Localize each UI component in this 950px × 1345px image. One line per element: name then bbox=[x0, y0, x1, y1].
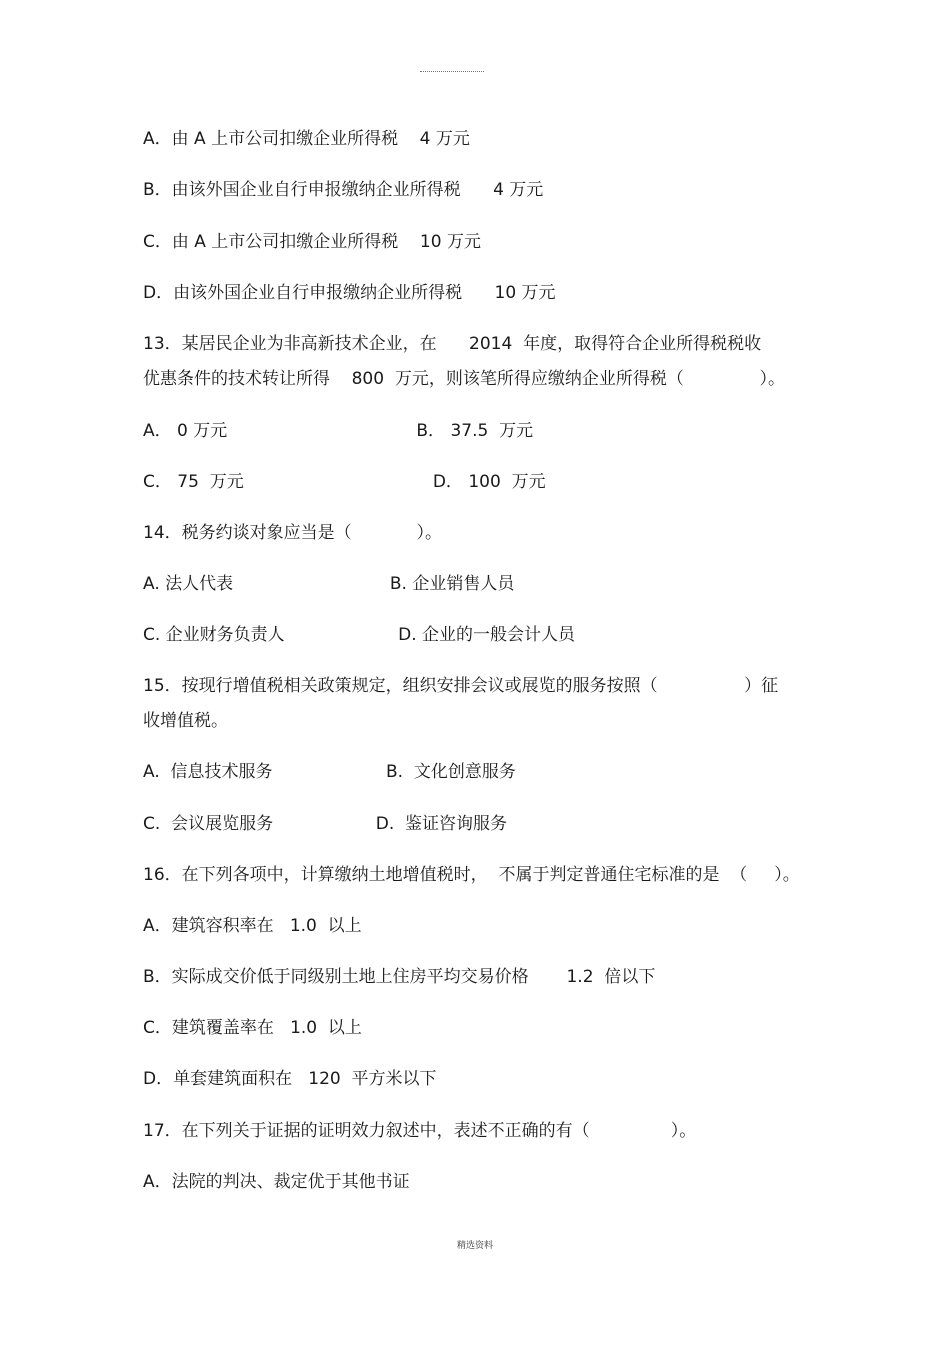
question-15-cont: 收增值税。 bbox=[143, 711, 228, 731]
question-15: 15．按现行增值税相关政策规定，组织安排会议或展览的服务按照（ ）征 bbox=[143, 676, 779, 696]
question-17: 17．在下列关于证据的证明效力叙述中，表述不正确的有（ ）。 bbox=[143, 1121, 697, 1141]
option-12d: D．由该外国企业自行申报缴纳企业所得税 10 万元 bbox=[143, 283, 556, 303]
options-13-cd: C． 75 万元 D． 100 万元 bbox=[143, 472, 546, 492]
page-footer: 精选资料 bbox=[456, 1241, 493, 1251]
option-12a: A．由 A 上市公司扣缴企业所得税 4 万元 bbox=[143, 129, 470, 149]
options-14-cd: C. 企业财务负责人 D. 企业的一般会计人员 bbox=[143, 625, 576, 645]
option-16c: C．建筑覆盖率在 1.0 以上 bbox=[143, 1018, 362, 1038]
question-16: 16．在下列各项中，计算缴纳土地增值税时， 不属于判定普通住宅标准的是 （ ）。 bbox=[143, 865, 800, 885]
option-16b: B．实际成交价低于同级别土地上住房平均交易价格 1.2 倍以下 bbox=[143, 967, 656, 987]
option-12c: C．由 A 上市公司扣缴企业所得税 10 万元 bbox=[143, 232, 481, 252]
question-13: 13．某居民企业为非高新技术企业，在 2014 年度，取得符合企业所得税税收 bbox=[143, 334, 762, 354]
options-15-ab: A. 信息技术服务 B. 文化创意服务 bbox=[143, 762, 516, 782]
option-16d: D．单套建筑面积在 120 平方米以下 bbox=[143, 1069, 437, 1089]
question-14: 14．税务约谈对象应当是（ ）。 bbox=[143, 523, 442, 543]
options-13-ab: A． 0 万元 B． 37.5 万元 bbox=[143, 421, 534, 441]
options-14-ab: A. 法人代表 B. 企业销售人员 bbox=[143, 574, 515, 594]
question-13-cont: 优惠条件的技术转让所得 800 万元，则该笔所得应缴纳企业所得税（ ）。 bbox=[143, 369, 786, 389]
header-rule bbox=[420, 71, 484, 72]
option-17a: A．法院的判决、裁定优于其他书证 bbox=[143, 1172, 410, 1192]
options-15-cd: C. 会议展览服务 D. 鉴证咨询服务 bbox=[143, 814, 508, 834]
option-12b: B．由该外国企业自行申报缴纳企业所得税 4 万元 bbox=[143, 180, 544, 200]
option-16a: A．建筑容积率在 1.0 以上 bbox=[143, 916, 362, 936]
